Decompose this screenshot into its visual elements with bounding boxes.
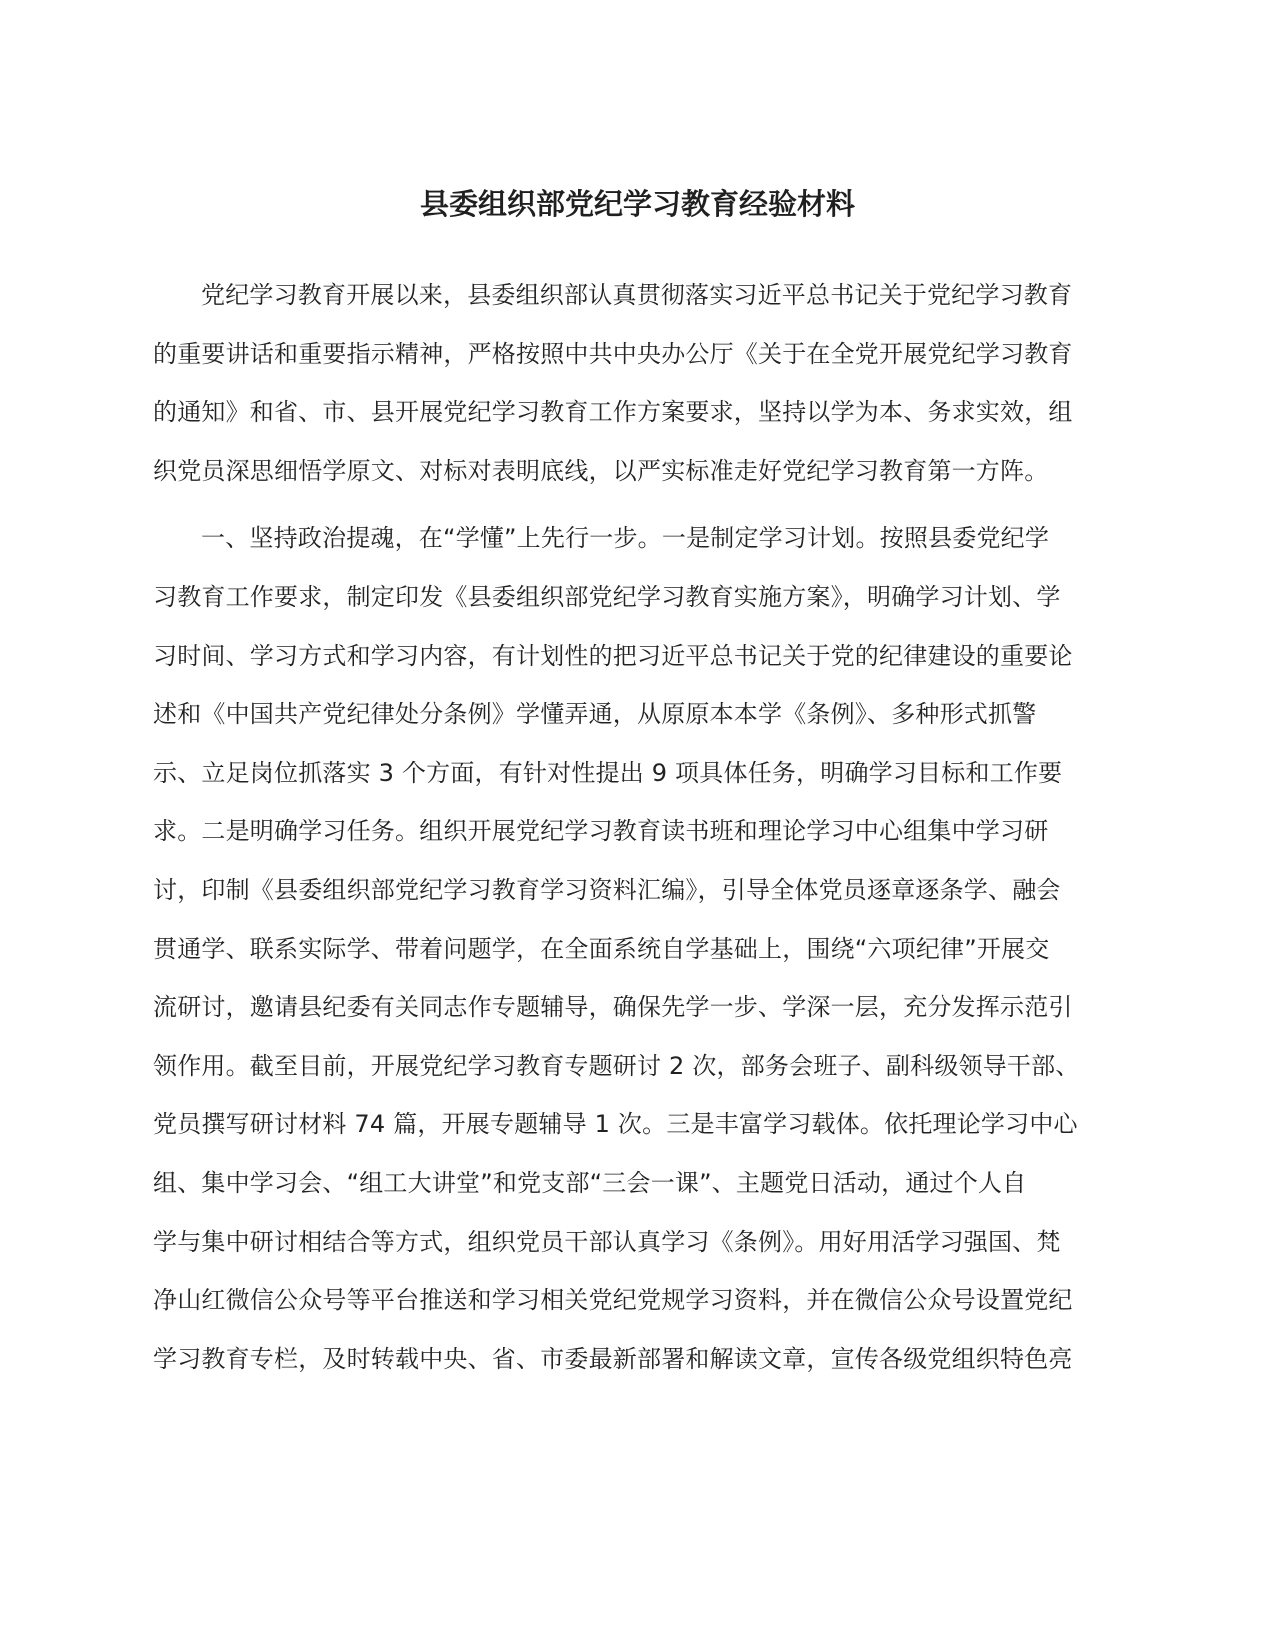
paragraph-spacer (153, 500, 1108, 509)
text-line: 习时间、学习方式和学习内容，有计划性的把习近平总书记关于党的纪律建设的重要论 (153, 641, 1073, 670)
text-line: 织党员深思细悟学原文、对标对表明底线，以严实标准走好党纪学习教育第一方阵。 (153, 456, 1049, 485)
text-line: 领作用。截至目前，开展党纪学习教育专题研讨 2 次，部务会班子、副科级领导干部、 (153, 1051, 1080, 1080)
paragraph-intro (153, 266, 1108, 500)
text-line: 贯通学、联系实际学、带着问题学，在全面系统自学基础上，围绕“六项纪律”开展交 (153, 934, 1050, 963)
text-line: 一、坚持政治提魂，在“学懂”上先行一步。一是制定学习计划。按照县委党纪学 (201, 524, 1050, 553)
text-line: 求。二是明确学习任务。组织开展党纪学习教育读书班和理论学习中心组集中学习研 (153, 817, 1049, 846)
paragraph-section-one (153, 509, 1108, 1388)
text-line: 学与集中研讨相结合等方式，组织党员干部认真学习《条例》。用好用活学习强国、梵 (153, 1227, 1061, 1256)
text-line: 讨，印制《县委组织部党纪学习教育学习资料汇编》，引导全体党员逐章逐条学、融会 (153, 875, 1061, 904)
text-line: 流研讨，邀请县纪委有关同志作专题辅导，确保先学一步、学深一层，充分发挥示范引 (153, 993, 1073, 1022)
text-line: 党纪学习教育开展以来，县委组织部认真贯彻落实习近平总书记关于党纪学习教育 (201, 281, 1073, 309)
document-body (153, 266, 1108, 1388)
text-line: 的重要讲话和重要指示精神，严格按照中共中央办公厅《关于在全党开展党纪学习教育 (153, 339, 1073, 368)
text-line: 党员撰写研讨材料 74 篇，开展专题辅导 1 次。三是丰富学习载体。依托理论学习中心 (153, 1110, 1078, 1139)
text-line: 的通知》和省、市、县开展党纪学习教育工作方案要求，坚持以学为本、务求实效，组 (153, 398, 1073, 427)
text-line: 述和《中国共产党纪律处分条例》学懂弄通，从原原本本学《条例》、多种形式抓警 (153, 700, 1037, 729)
text-line: 示、立足岗位抓落实 3 个方面，有针对性提出 9 项具体任务，明确学习目标和工作要 (153, 758, 1063, 787)
text-line: 净山红微信公众号等平台推送和学习相关党纪党规学习资料，并在微信公众号设置党纪 (153, 1286, 1073, 1315)
text-line: 习教育工作要求，制定印发《县委组织部党纪学习教育实施方案》，明确学习计划、学 (153, 582, 1061, 611)
text-line: 学习教育专栏，及时转载中央、省、市委最新部署和解读文章，宣传各级党组织特色亮 (153, 1344, 1073, 1373)
text-line: 组、集中学习会、“组工大讲堂”和党支部“三会一课”、主题党日活动，通过个人自 (153, 1168, 1027, 1197)
document-title: 县委组织部党纪学习教育经验材料 (419, 187, 855, 221)
